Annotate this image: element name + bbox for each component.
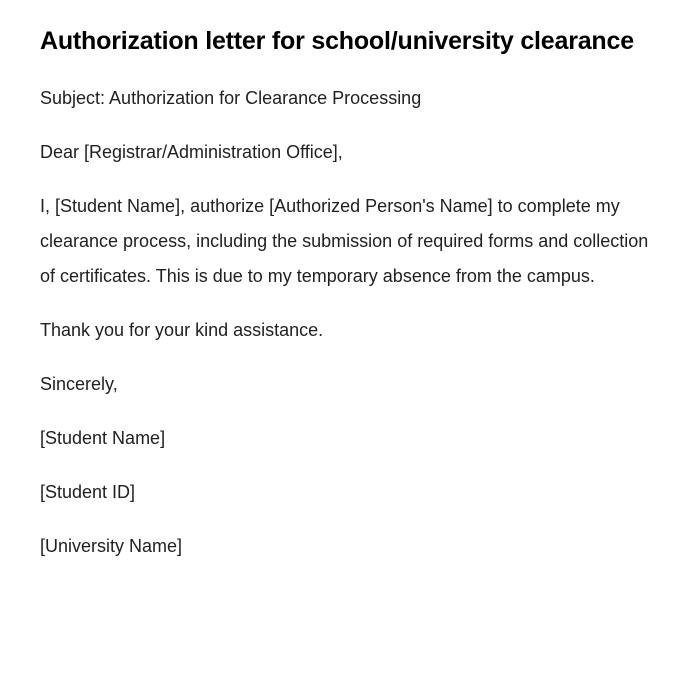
signature-student-name: [Student Name] [40, 428, 166, 448]
thanks-line: Thank you for your kind assistance. [40, 320, 324, 340]
body-paragraph: I, [Student Name], authorize [Authorized Person's Name] to complete my clearance process, including the submission of required forms and collection of certificates. This is due to my temporary absence from the campus. [40, 196, 649, 286]
sign-off-line: Sincerely, [40, 374, 118, 394]
page-title: Authorization letter for school/university clearance [40, 27, 634, 55]
salutation-line: Dear [Registrar/Administration Office], [40, 142, 343, 162]
subject-line: Subject: Authorization for Clearance Processing [40, 88, 422, 108]
signature-university-name: [University Name] [40, 536, 183, 556]
signature-student-id: [Student ID] [40, 482, 136, 502]
